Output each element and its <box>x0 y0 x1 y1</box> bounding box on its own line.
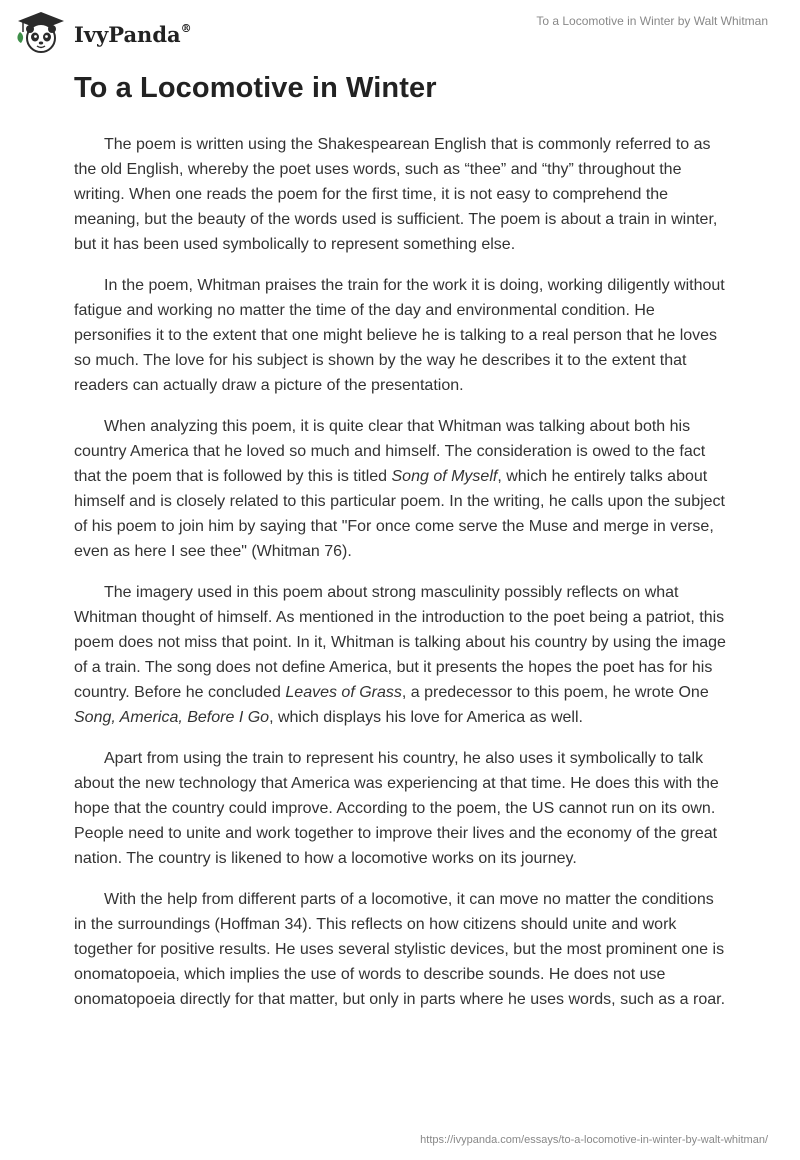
document-header-title: To a Locomotive in Winter by Walt Whitman <box>536 14 768 28</box>
essay-paragraph <box>74 414 730 565</box>
paragraph-text: The poem is written using the Shakespearean English that is commonly referred to as the old English, whereby the poet uses words, such as “thee” and “thy” throughout the writing. When one reads the poem for the first time, it is not easy to comprehend the meaning, but the beauty of the words used is sufficient. The poem is about a train in winter, but it has been used symbolically to represent something else. <box>74 136 718 254</box>
essay-paragraph <box>74 273 730 398</box>
page-title: To a Locomotive in Winter <box>74 72 437 104</box>
essay-paragraph <box>74 580 730 731</box>
italic-title: Song of Myself <box>391 468 498 486</box>
panda-graduate-icon <box>14 10 70 56</box>
paragraph-text: , which displays his love for America as well. <box>269 709 583 727</box>
brand-name: IvyPanda® <box>74 21 192 47</box>
source-url: https://ivypanda.com/essays/to-a-locomotive-in-winter-by-walt-whitman/ <box>420 1134 768 1146</box>
paragraph-text: , a predecessor to this poem, he wrote One <box>401 684 709 702</box>
paragraph-text: In the poem, Whitman praises the train for the work it is doing, working diligently without fatigue and working no matter the time of the day and environmental condition. He personifies it to the extent that one might believe he is talking to a real person that he loves so much. The love for his subject is shown by the way he describes it to the extent that readers can actually draw a picture of the presentation. <box>74 276 725 395</box>
paragraph-text: When analyzing this poem, it is quite clear that Whitman was talking about both his country America that he loved so much and himself. The consideration is owed to the fact that the poem that is followed by this is titled <box>74 417 706 486</box>
essay-paragraph <box>74 746 730 871</box>
essay-paragraph <box>74 132 730 257</box>
italic-title: Leaves of Grass <box>285 684 402 702</box>
ivypanda-logo[interactable] <box>14 10 192 56</box>
paragraph-text: The imagery used in this poem about strong masculinity possibly reflects on what Whitman thought of himself. As mentioned in the introduction to the poet being a patriot, this poem does not miss that point. In it, Whitman is talking about his country by using the image of a train. The song does not define America, but it presents the hopes the poet has for his country. Before he concluded <box>74 584 726 702</box>
italic-title: Song, America, Before I Go <box>74 709 270 727</box>
essay-body <box>74 132 730 1028</box>
paragraph-text: With the help from different parts of a locomotive, it can move no matter the conditions in the surroundings (Hoffman 34). This reflects on how citizens should unite and work together for positive results. He uses several stylistic devices, but the most prominent one is onomatopoeia, which implies the use of words to describe sounds. He does not use onomatopoeia directly for that matter, but only in parts where he uses words, such as a roar. <box>74 891 726 1009</box>
essay-paragraph <box>74 887 730 1012</box>
page-header <box>0 0 800 60</box>
paragraph-text: , which he entirely talks about himself and is closely related to this particular poem. In the writing, he calls upon the subject of his poem to join him by saying that "For once come serve the Muse and merge in verse, even as here I see thee" (Whitman 76). <box>74 468 725 561</box>
paragraph-text: Apart from using the train to represent his country, he also uses it symbolically to talk about the new technology that America was experiencing at that time. He does this with the hope that the country could improve. According to the poem, the US cannot run on its own. People need to unite and work together to improve their lives and the economy of the great nation. The country is likened to how a locomotive works on its journey. <box>74 750 719 868</box>
